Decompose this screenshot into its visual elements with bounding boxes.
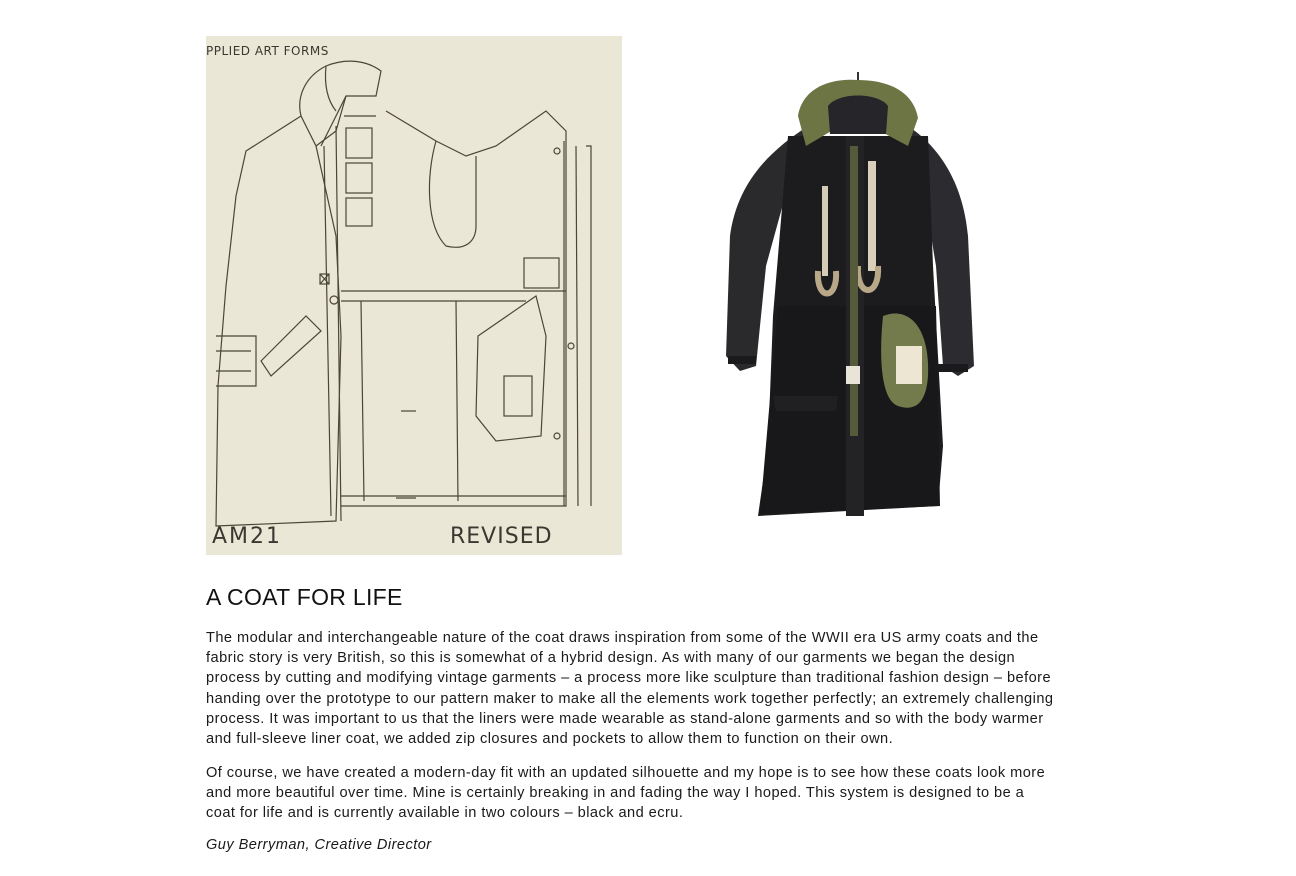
article-title: A COAT FOR LIFE xyxy=(206,584,403,610)
article-images xyxy=(206,36,1046,556)
coat-sketch-drawing xyxy=(206,36,622,555)
author-signature: Guy Berryman, Creative Director xyxy=(206,837,432,853)
coat-product-photo xyxy=(718,66,978,526)
article-paragraph: Of course, we have created a modern-day fit with an updated silhouette and my hope is to see how these coats look more and more beautiful over time. Mine is certainly breaking in and fading the way I hoped. This system is designed to be a coat for life and is currently available in two colours – black and ecru. xyxy=(206,765,1046,822)
article-paragraph: The modular and interchangeable nature of the coat draws inspiration from some of the WWII era US army coats and the fabric story is very British, so this is somewhat of a hybrid design. As with many of our garments we began the design process by cutting and modifying vintage garments – a process more like sculpture than traditional fashion design – before handing over the prototype to our pattern maker to make all the elements work together perfectly; an extremely challenging process. It was important to us that the liners were made wearable as stand-alone garments and so with the body warmer and full-sleeve liner coat, we added zip closures and pockets to allow them to function on their own. xyxy=(206,630,1054,748)
sketch-revised-text: REVISED xyxy=(450,524,553,549)
coat-sketch-image xyxy=(206,36,622,555)
coat-illustration xyxy=(718,66,978,526)
sketch-code-text: AM21 xyxy=(212,524,283,549)
sketch-header-text: PPLIED ART FORMS xyxy=(206,44,329,58)
